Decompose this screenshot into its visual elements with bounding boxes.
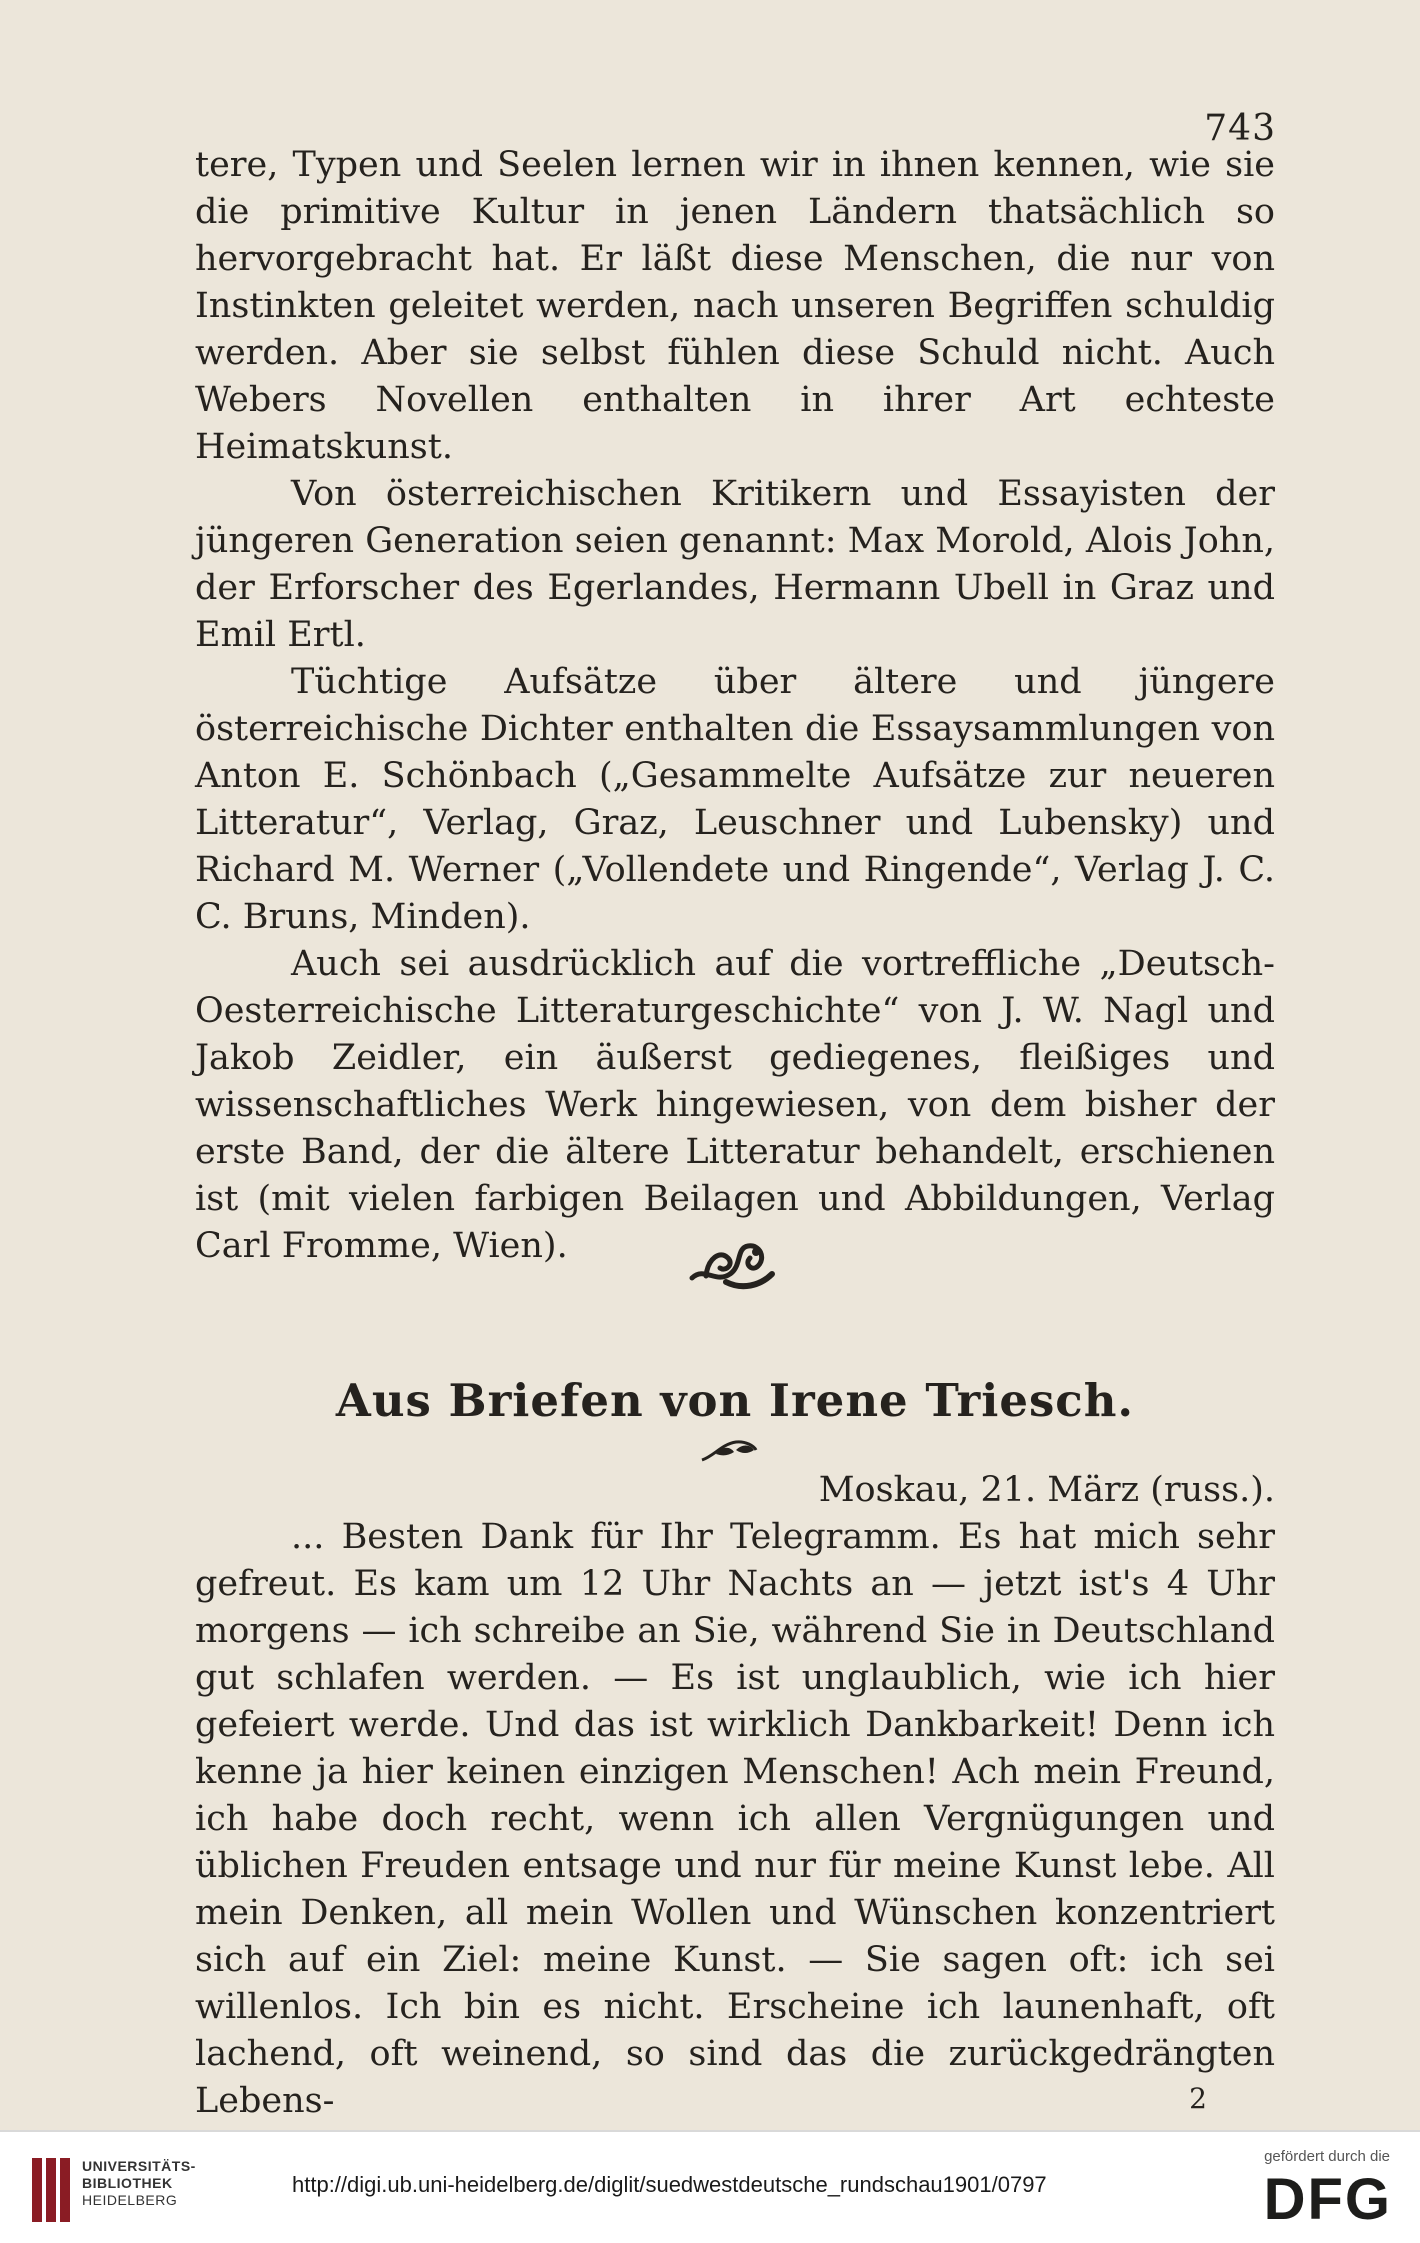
paragraph-3: Tüchtige Aufsätze über ältere und jüngere österreichische Dichter enthalten die Essaysammlungen von Anton E. Schönbach („Gesammelte Aufsätze zur neueren Litteratur“, Verlag, Graz, Leuschner und Lubensky) und Richard M. Werner („Vollendete und Ringende“, Verlag J. C. C. Bruns, Minden).: [195, 662, 1275, 937]
viewer-footer: [0, 2130, 1420, 2243]
article-body: [195, 142, 1275, 1270]
leaf-ornament-icon: [696, 1436, 762, 1466]
page-number: 743: [1204, 108, 1276, 149]
dfg-logo: DFG: [1263, 2167, 1392, 2232]
letter-dateline: Moskau, 21. März (russ.).: [818, 1470, 1275, 1510]
section-heading: Aus Briefen von Irene Triesch.: [335, 1374, 1135, 1427]
university-library-logo-icon: [28, 2154, 76, 2226]
paragraph-4: Auch sei ausdrücklich auf die vortreffliche „Deutsch-Oesterreichische Litteraturgeschichte“ von J. W. Nagl und Jakob Zeidler, ein äußerst gediegenes, fleißiges und wissenschaftliches Werk hingewiesen, von dem bisher der erste Band, der die ältere Litteratur behandelt, erschienen ist (mit vielen farbigen Beilagen und Abbildungen, Verlag Carl Fromme, Wien).: [195, 944, 1275, 1266]
paragraph-2: Von österreichischen Kritikern und Essayisten der jüngeren Generation seien genannt: Max Morold, Alois John, der Erforscher des Egerlandes, Hermann Ubell in Graz und Emil Ertl.: [195, 474, 1275, 655]
section-ornament-icon: [686, 1228, 778, 1296]
funder-label: gefördert durch die: [1264, 2148, 1390, 2165]
letter-body: [195, 1514, 1275, 2125]
paragraph-1: tere, Typen und Seelen lernen wir in ihnen kennen, wie sie die primitive Kultur in jenen Ländern thatsächlich so hervorgebracht hat. Er läßt diese Menschen, die nur von Instinkten geleitet werden, nach unseren Begriffen schuldig werden. Aber sie selbst fühlen diese Schuld nicht. Auch Webers Novellen enthalten in ihrer Art echteste Heimatskunst.: [195, 145, 1275, 467]
letter-paragraph: ... Besten Dank für Ihr Telegramm. Es hat mich sehr gefreut. Es kam um 12 Uhr Nachts an — jetzt ist's 4 Uhr morgens — ich schreibe an Sie, während Sie in Deutschland gut schlafen werden. — Es ist unglaublich, wie ich hier gefeiert werde. Und das ist wirklich Dankbarkeit! Denn ich kenne ja hier keinen einzigen Menschen! Ach mein Freund, ich habe doch recht, wenn ich allen Vergnügungen und üblichen Freuden entsage und nur für meine Kunst lebe. All mein Denken, all mein Wollen und Wünschen konzentriert sich auf ein Ziel: meine Kunst. — Sie sagen oft: ich sei willenlos. Ich bin es nicht. Erscheine ich launenhaft, oft lachend, oft weinend, so sind das die zurückgedrängten Lebens-: [195, 1517, 1275, 2121]
permalink-url[interactable]: http://digi.ub.uni-heidelberg.de/diglit/suedwestdeutsche_rundschau1901/0797: [292, 2172, 1047, 2197]
library-name: UNIVERSITÄTS- BIBLIOTHEK HEIDELBERG: [82, 2158, 196, 2208]
signature-mark: 2: [1189, 2082, 1207, 2115]
